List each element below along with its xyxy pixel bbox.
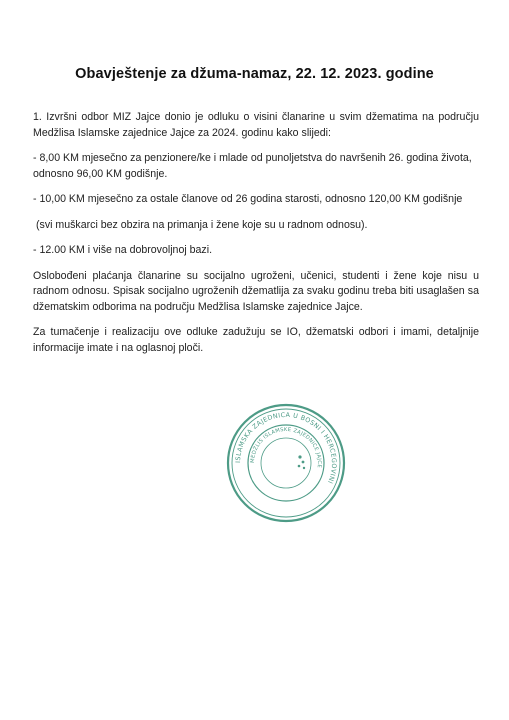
document-body xyxy=(33,110,479,366)
paragraph-fee-voluntary: - 12.00 KM i više na dobrovoljnoj bazi. xyxy=(33,244,213,256)
stamp-seal-icon xyxy=(224,401,348,525)
paragraph-implementation: Za tumačenje i realizaciju ove odluke zadužuju se IO, džematski odbori i imami, detaljnije informacije imate i na oglasnoj ploči. xyxy=(33,326,479,354)
paragraph-fee-members: - 10,00 KM mjesečno za ostale članove od 26 godina starosti, odnosno 120,00 KM godišnje xyxy=(33,193,463,205)
stamp-ring-text: ISLAMSKA ZAJEDNICA U BOSNI I HERCEGOVINI xyxy=(233,410,339,486)
paragraph-decision: 1. Izvršni odbor MIZ Jajce donio je odluku o visini članarine u svim džematima na području Medžlisa Islamske zajednice Jajce za 2024. godinu kako slijedi: xyxy=(33,111,479,139)
official-stamp xyxy=(224,401,348,525)
paragraph-fee-pensioners: - 8,00 KM mjesečno za penzionere/ke i mlade od punoljetstva do navršenih 26. godina života, odnosno 96,00 KM godišnje. xyxy=(33,152,472,180)
stamp-inner-text: MEDŽLIS ISLAMSKE ZAJEDNICE JAJCE xyxy=(249,426,323,469)
paragraph-fee-note: (svi muškarci bez obzira na primanja i žene koje su u radnom odnosu). xyxy=(36,218,368,231)
paragraph-exemptions: Oslobođeni plaćanja članarine su socijalno ugroženi, učenici, studenti i žene koje nisu u radnom odnosu. Spisak socijalno ugroženih džematlija za svaku godinu treba biti usaglašen sa džematskim odborima na području Medžlisa Islamske zajednice Jajce. xyxy=(33,269,479,313)
document-title: Obavještenje za džuma-namaz, 22. 12. 2023. godine xyxy=(75,66,434,82)
